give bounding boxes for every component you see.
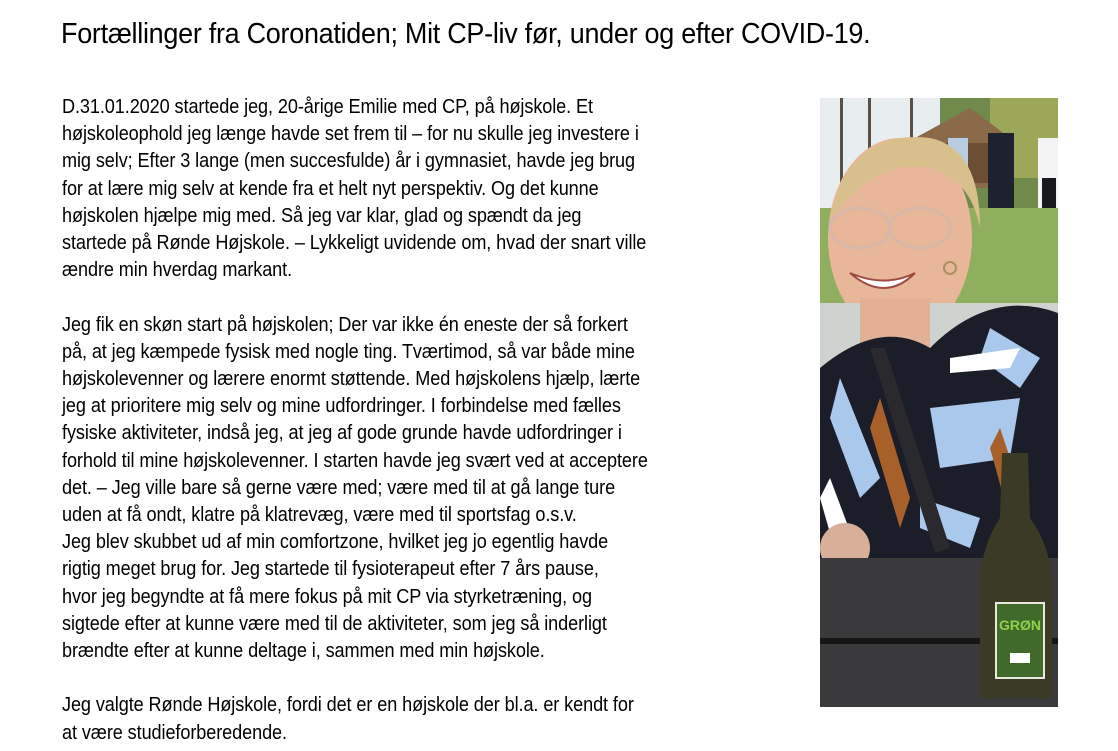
text-line: for at lære mig selv at kende fra et helt nyt perspektiv. Og det kunne xyxy=(62,177,599,200)
text-line: forhold til mine højskolevenner. I starten havde jeg svært ved at acceptere xyxy=(62,449,648,472)
bottle-label-text: GRØN xyxy=(999,617,1041,633)
text-line: brændte efter at kunne deltage i, sammen med min højskole. xyxy=(62,640,545,663)
text-line: rigtig meget brug for. Jeg startede til fysioterapeut efter 7 års pause, xyxy=(62,558,599,581)
paragraph-1 xyxy=(62,94,822,284)
text-line: at være studieforberedende. xyxy=(62,721,287,744)
text-line: fysiske aktiviteter, indså jeg, at jeg af gode grunde havde udfordringer i xyxy=(62,422,622,445)
text-line: D.31.01.2020 startede jeg, 20-årige Emilie med CP, på højskole. Et xyxy=(62,96,593,118)
paragraph-3 xyxy=(62,692,822,746)
document-title: Fortællinger fra Coronatiden; Mit CP-liv før, under og efter COVID-19. xyxy=(61,18,871,50)
text-line: Jeg valgte Rønde Højskole, fordi det er en højskole der bl.a. er kendt for xyxy=(62,694,634,717)
paragraph-2 xyxy=(62,312,822,666)
text-line: jeg at prioritere mig selv og mine udfordringer. I forbindelse med fælles xyxy=(62,395,621,418)
portrait-photo xyxy=(820,98,1058,707)
text-line: på, at jeg kæmpede fysisk med nogle ting. Tværtimod, så var både mine xyxy=(62,340,635,363)
paragraph-spacer xyxy=(62,284,822,311)
text-line: højskolevenner og lærere enormt støttende. Med højskolens hjælp, lærte xyxy=(62,368,641,391)
text-line: højskolen hjælpe mig med. Så jeg var klar, glad og spændt da jeg xyxy=(62,204,582,227)
text-line: uden at få ondt, klatre på klatrevæg, være med til sportsfag o.s.v. xyxy=(62,504,577,527)
text-line: Jeg fik en skøn start på højskolen; Der var ikke én eneste der så forkert xyxy=(62,313,628,336)
text-line: Jeg blev skubbet ud af min comfortzone, hvilket jeg jo egentlig havde xyxy=(62,531,609,554)
text-line: det. – Jeg ville bare så gerne være med; være med til at gå lange ture xyxy=(62,476,616,499)
text-line: højskoleophold jeg længe havde set frem til – for nu skulle jeg investere i xyxy=(62,123,639,146)
document-body xyxy=(62,94,822,747)
text-line: sigtede efter at kunne være med til de aktiviteter, som jeg så inderligt xyxy=(62,612,607,635)
text-line: hvor jeg begyndte at få mere fokus på mit CP via styrketræning, og xyxy=(62,585,592,608)
paragraph-spacer xyxy=(62,665,822,692)
text-line: ændre min hverdag markant. xyxy=(62,259,293,282)
text-line: startede på Rønde Højskole. – Lykkeligt uvidende om, hvad der snart ville xyxy=(62,232,647,255)
text-line: mig selv; Efter 3 lange (men succesfulde) år i gymnasiet, havde jeg brug xyxy=(62,150,635,173)
